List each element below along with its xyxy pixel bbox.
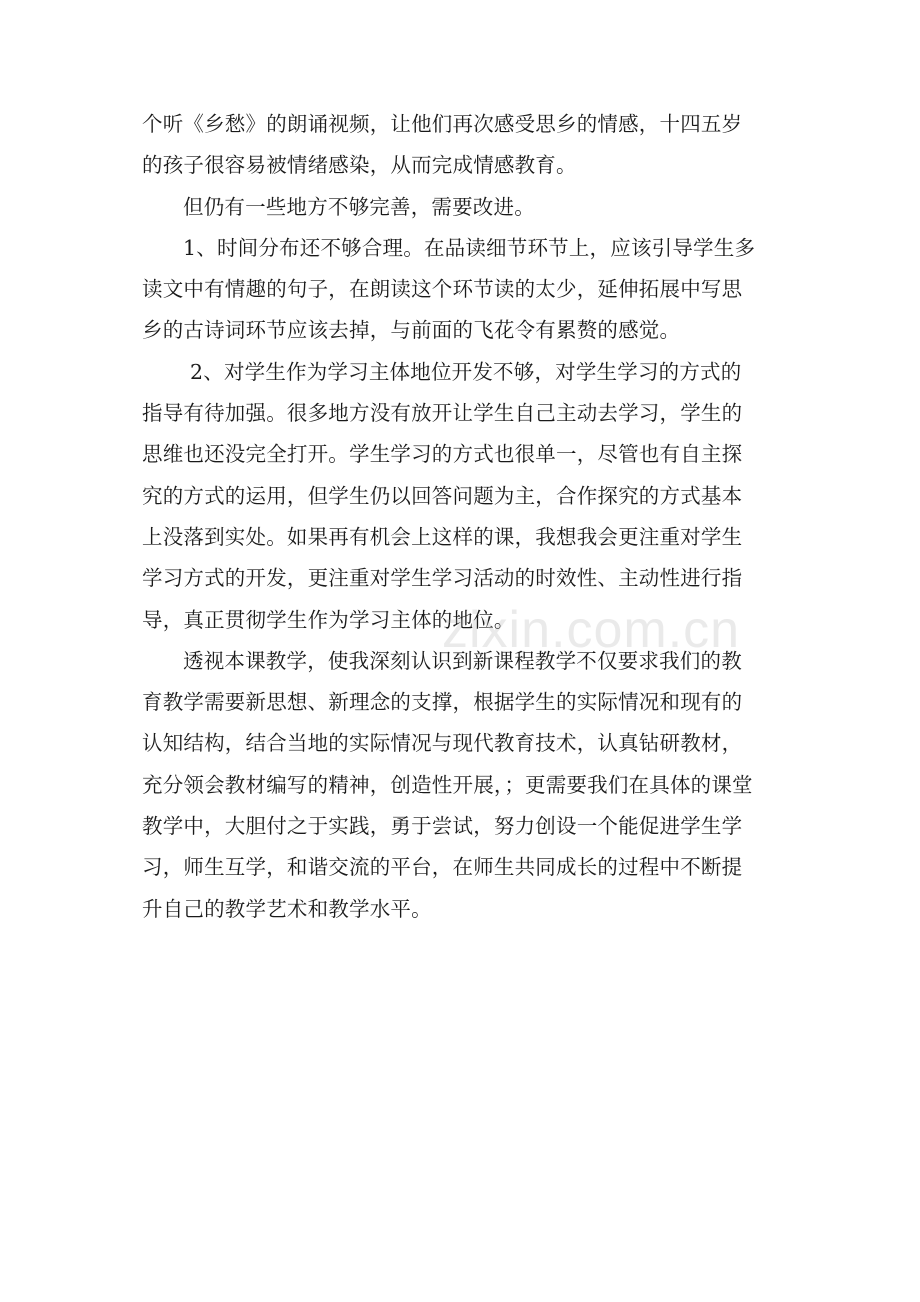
- paragraph-line-11: 上没落到实处。如果再有机会上这样的课，我想我会更注重对学生: [142, 524, 743, 549]
- paragraph-line-17: 充分领会教材编写的精神，创造性开展，；更需要我们在具体的课堂: [142, 772, 753, 797]
- paragraph-line-5: 读文中有情趣的句子，在朗读这个环节读的太少，延伸拓展中写思: [142, 277, 743, 302]
- paragraph-line-3: 但仍有一些地方不够完善，需要改进。: [183, 194, 535, 219]
- paragraph-line-2: 的孩子很容易被情绪感染，从而完成情感教育。: [142, 153, 577, 178]
- paragraph-line-1: 个听《乡愁》的朗诵视频，让他们再次感受思乡的情感，十四五岁: [142, 112, 743, 136]
- paragraph-line-16: 认知结构，结合当地的实际情况与现代教育技术，认真钻研教材，: [142, 731, 743, 756]
- paragraph-line-19: 习，师生互学，和谐交流的平台，在师生共同成长的过程中不断提: [142, 855, 743, 880]
- paragraph-line-8: 指导有待加强。很多地方没有放开让学生自己主动去学习，学生的: [142, 401, 743, 426]
- paragraph-line-12: 学习方式的开发，更注重对学生学习活动的时效性、主动性进行指: [142, 566, 743, 591]
- paragraph-line-18: 教学中，大胆付之于实践，勇于尝试，努力创设一个能促进学生学: [142, 814, 743, 839]
- paragraph-line-7: 2、对学生作为学习主体地位开发不够，对学生学习的方式的: [190, 359, 742, 384]
- paragraph-line-14: 透视本课教学，使我深刻认识到新课程教学不仅要求我们的教: [183, 648, 742, 673]
- paragraph-line-4: 1、时间分布还不够合理。在品读细节环节上，应该引导学生多: [183, 235, 756, 260]
- paragraph-line-9: 思维也还没完全打开。学生学习的方式也很单一，尽管也有自主探: [142, 442, 743, 467]
- paragraph-line-13: 导，真正贯彻学生作为学习主体的地位。: [142, 607, 515, 632]
- paragraph-line-10: 究的方式的运用，但学生仍以回答问题为主，合作探究的方式基本: [142, 483, 743, 508]
- paragraph-line-15: 育教学需要新思想、新理念的支撑，根据学生的实际情况和现有的: [142, 690, 743, 715]
- paragraph-line-6: 乡的古诗词环节应该去掉，与前面的飞花令有累赘的感觉。: [142, 318, 681, 343]
- watermark: zixin.com.cn: [442, 601, 741, 659]
- paragraph-line-20: 升自己的教学艺术和教学水平。: [142, 896, 432, 921]
- document-body: [142, 104, 782, 930]
